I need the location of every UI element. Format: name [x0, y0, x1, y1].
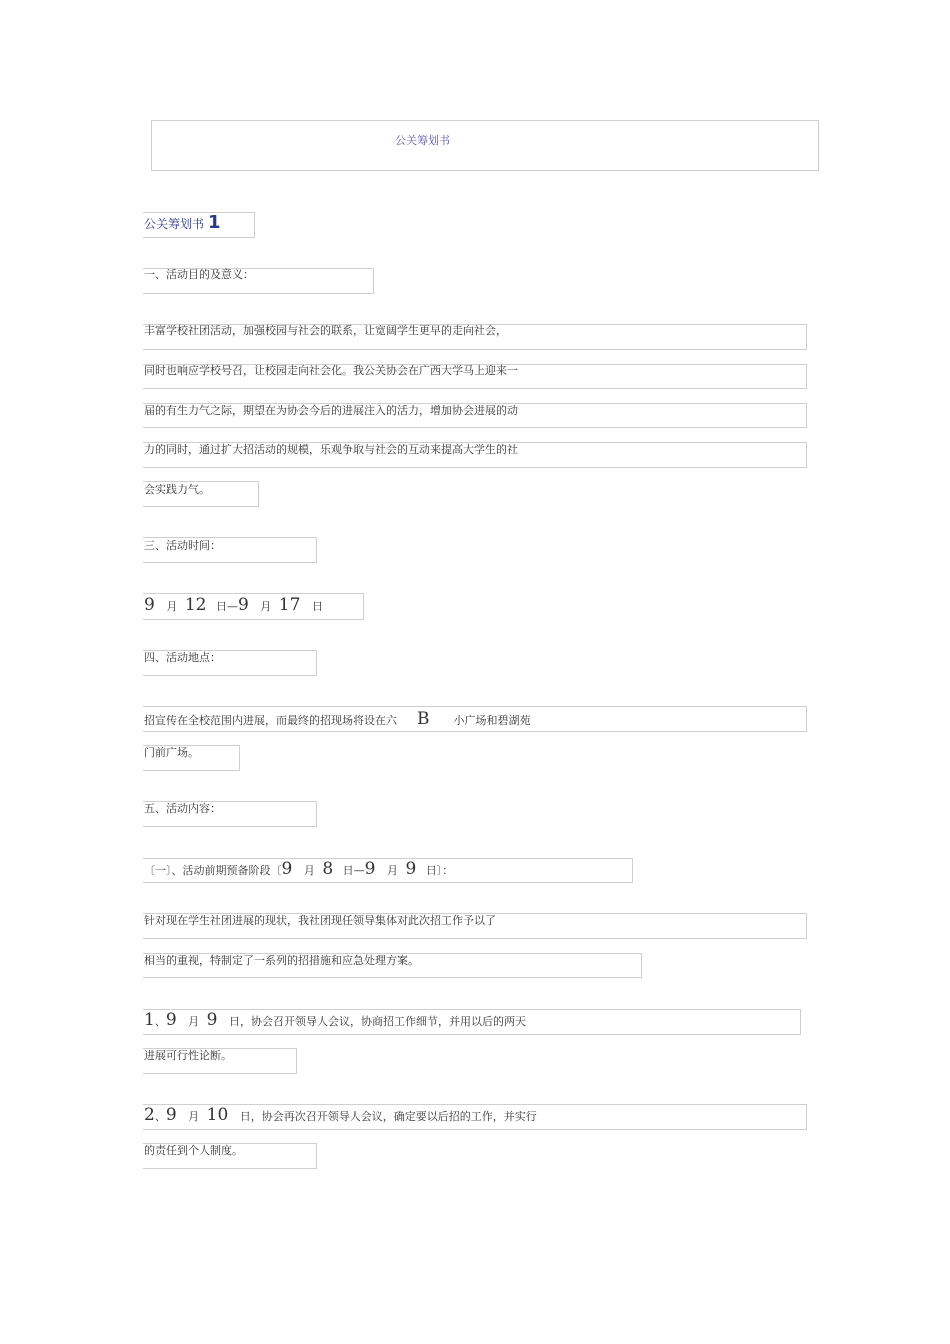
- section4-heading: 四、活动地点：: [144, 651, 221, 664]
- section3-heading: 三、活动时间：: [144, 539, 221, 552]
- phase1-heading: 〔一〕、活动前期预备阶段〔9 月 8 日—9 月 9 日〕：: [144, 859, 454, 879]
- activity-date: 9 月 12 日—9 月 17 日: [144, 595, 323, 615]
- paragraph-line: 丰富学校社团活动，加强校园与社会的联系，让宽阔学生更早的走向社会，: [144, 324, 507, 337]
- paragraph-line: 力的同时，通过扩大招活动的规模，乐观争取与社会的互动来提高大学生的社: [144, 443, 518, 456]
- paragraph-line: 的责任到个人制度。: [144, 1144, 243, 1157]
- section5-heading: 五、活动内容：: [144, 802, 221, 815]
- paragraph-line: 同时也响应学校号召，让校园走向社会化。我公关协会在广西大学马上迎来一: [144, 364, 518, 377]
- paragraph-line: 进展可行性论断。: [144, 1049, 232, 1062]
- doc-title-text: 公关筹划书: [144, 217, 205, 231]
- item2-line: 2、9 月 10 日，协会再次召开领导人会议，确定要以后招的工作，并实行: [144, 1105, 537, 1125]
- page-header-title: 公关筹划书: [395, 134, 450, 147]
- location-line: 招宣传在全校范围内进展，而最终的招现场将设在六 B 小广场和碧湖苑: [144, 709, 531, 729]
- item1-line: 1、9 月 9 日，协会召开领导人会议，协商招工作细节，并用以后的两天: [144, 1010, 526, 1030]
- paragraph-line: 会实践力气。: [144, 483, 210, 496]
- doc-title-number: 1: [208, 212, 221, 233]
- section1-heading: 一、活动目的及意义：: [144, 268, 254, 281]
- paragraph-line: 相当的重视，特制定了一系列的招措施和应急处理方案。: [144, 954, 419, 967]
- page-header-box: [151, 120, 819, 171]
- doc-title: [144, 212, 221, 233]
- paragraph-line: 届的有生力气之际，期望在为协会今后的进展注入的活力，增加协会进展的动: [144, 404, 518, 417]
- paragraph-line: 针对现在学生社团进展的现状，我社团现任领导集体对此次招工作予以了: [144, 914, 496, 927]
- paragraph-line: 门前广场。: [144, 746, 199, 759]
